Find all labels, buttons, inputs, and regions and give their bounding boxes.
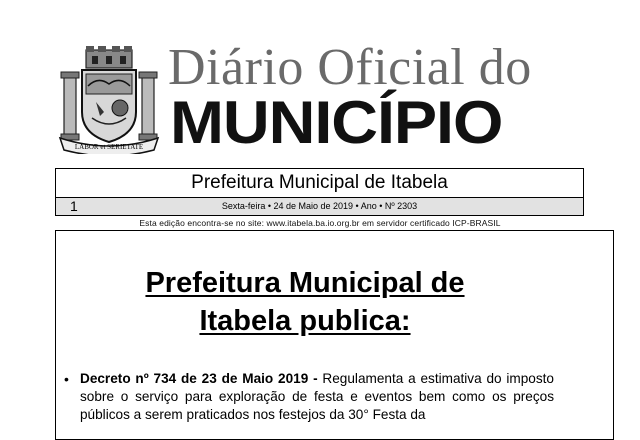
- issue-date-line: Sexta-feira • 24 de Maio de 2019 • Ano • Nº 2303: [221, 201, 418, 211]
- decree-title: Decreto nº 734 de 23 de Maio 2019 -: [80, 371, 318, 386]
- bullet-icon: •: [64, 371, 69, 387]
- page-headline: [55, 264, 555, 340]
- crest-motto: LABOR et SERIETATE: [74, 143, 144, 151]
- prefeitura-box: [55, 168, 584, 198]
- issue-bar: [55, 198, 584, 216]
- headline-line-1: Prefeitura Municipal de: [145, 267, 465, 299]
- masthead-title-top: Diário Oficial do: [168, 39, 532, 96]
- masthead-title-bottom: MUNICÍPIO: [170, 89, 503, 156]
- headline-line-2: Itabela publica:: [199, 305, 411, 337]
- municipal-crest: [56, 46, 162, 154]
- decree-text: Regulamenta a estimativa do imposto sobre o serviço para exploração de festa e eventos bem como os preços públicos a serem praticados nos festejos da 30° Festa da: [80, 371, 554, 422]
- edition-note: Esta edição encontra-se no site: www.itabela.ba.io.org.br em servidor certificado ICP-BRASIL: [139, 218, 501, 228]
- issue-number: 1: [70, 198, 78, 214]
- prefeitura-name: Prefeitura Municipal de Itabela: [191, 172, 448, 193]
- list-item: [64, 370, 554, 424]
